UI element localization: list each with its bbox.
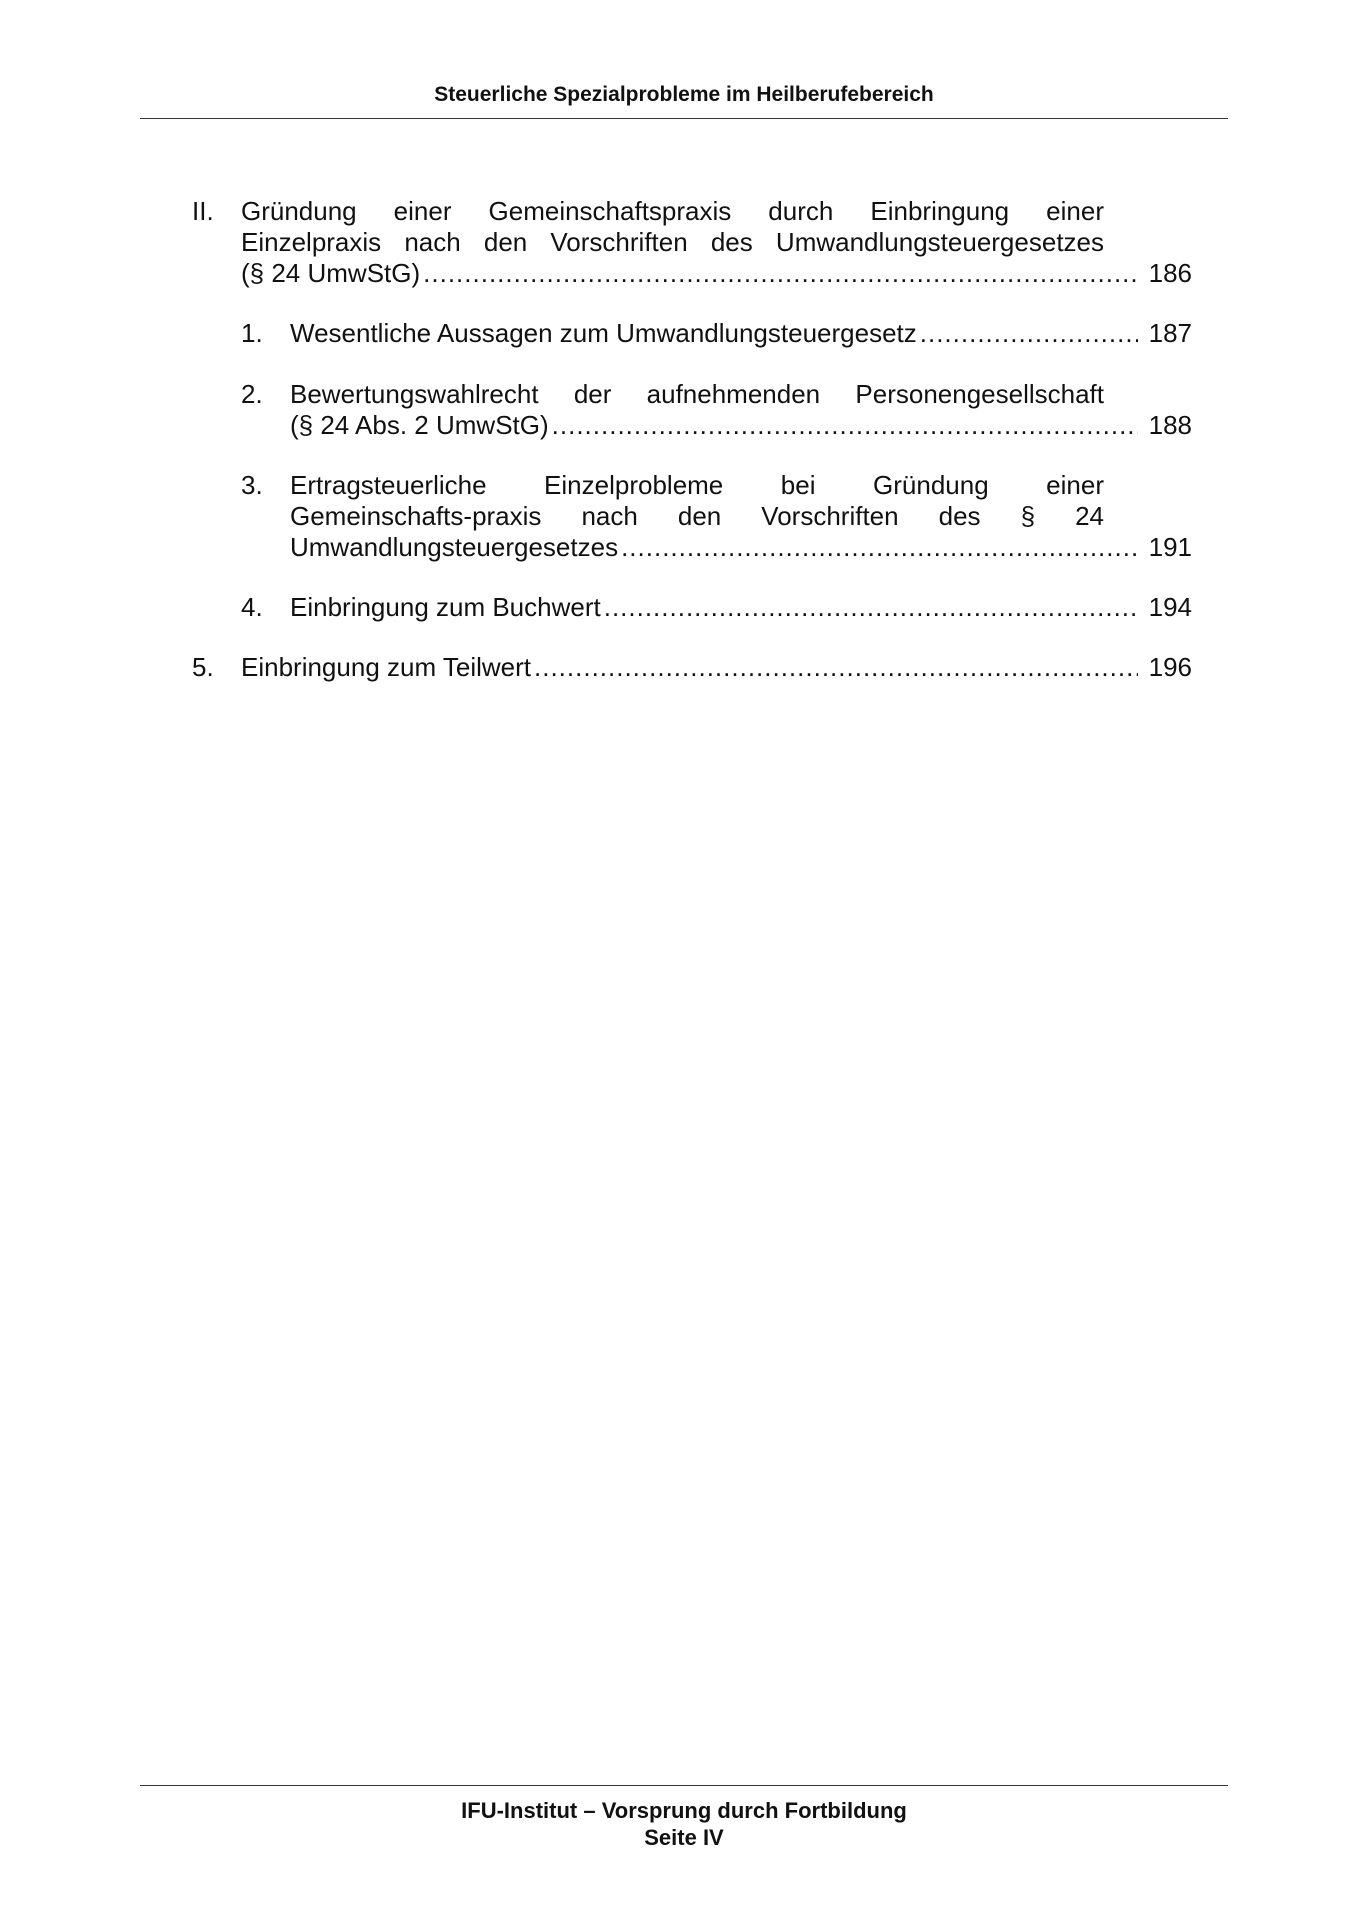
toc-entry-text-line: Umwandlungsteuergesetzes xyxy=(290,532,619,562)
toc-entry-text-line: Gründung einer Gemeinschaftspraxis durch Einbringung einer xyxy=(241,196,1104,226)
toc-entry-text-line: Einzelpraxis nach den Vorschriften des Umwandlungsteuergesetzes xyxy=(241,227,1104,257)
header-divider xyxy=(140,118,1228,119)
toc-entry-number: 2. xyxy=(241,379,263,409)
toc-page-number: 186 xyxy=(1148,258,1192,288)
toc-entry-text-line: (§ 24 Abs. 2 UmwStG) xyxy=(290,410,549,440)
dot-leader xyxy=(423,258,1138,289)
toc-entry-number: 5. xyxy=(192,652,214,682)
toc-entry-text-line: Einbringung zum Teilwert xyxy=(241,652,531,682)
toc-entry-text-line: Bewertungswahlrecht der aufnehmenden Personengesellschaft xyxy=(290,379,1104,409)
toc-entry-number: II. xyxy=(192,196,214,226)
footer-divider xyxy=(140,1785,1228,1786)
toc-entry-number: 4. xyxy=(241,592,263,622)
dot-leader xyxy=(534,652,1138,683)
dot-leader xyxy=(552,410,1138,441)
toc-entry-text-line: (§ 24 UmwStG) xyxy=(241,258,421,288)
toc-entry-text-line: Wesentliche Aussagen zum Umwandlungsteuergesetz xyxy=(290,318,917,348)
toc-page-number: 191 xyxy=(1148,532,1192,562)
toc-page-number: 194 xyxy=(1148,592,1192,622)
toc-entry-text-line: Einbringung zum Buchwert xyxy=(290,592,601,622)
toc-page-number: 188 xyxy=(1148,410,1192,440)
toc-entry-number: 1. xyxy=(241,318,263,348)
toc-entry-number: 3. xyxy=(241,470,263,500)
toc-page-number: 196 xyxy=(1148,652,1192,682)
footer-institute: IFU-Institut – Vorsprung durch Fortbildung xyxy=(461,1798,907,1823)
dot-leader xyxy=(920,318,1138,349)
dot-leader xyxy=(621,532,1138,563)
toc-entry-text-line: Ertragsteuerliche Einzelprobleme bei Gründung einer xyxy=(290,470,1104,500)
footer-page-number: Seite IV xyxy=(644,1825,724,1850)
toc-entry-text-line: Gemeinschafts-praxis nach den Vorschriften des § 24 xyxy=(290,501,1104,531)
page-header-title: Steuerliche Spezialprobleme im Heilberufebereich xyxy=(434,83,934,106)
dot-leader xyxy=(604,592,1138,623)
toc-page-number: 187 xyxy=(1148,318,1192,348)
